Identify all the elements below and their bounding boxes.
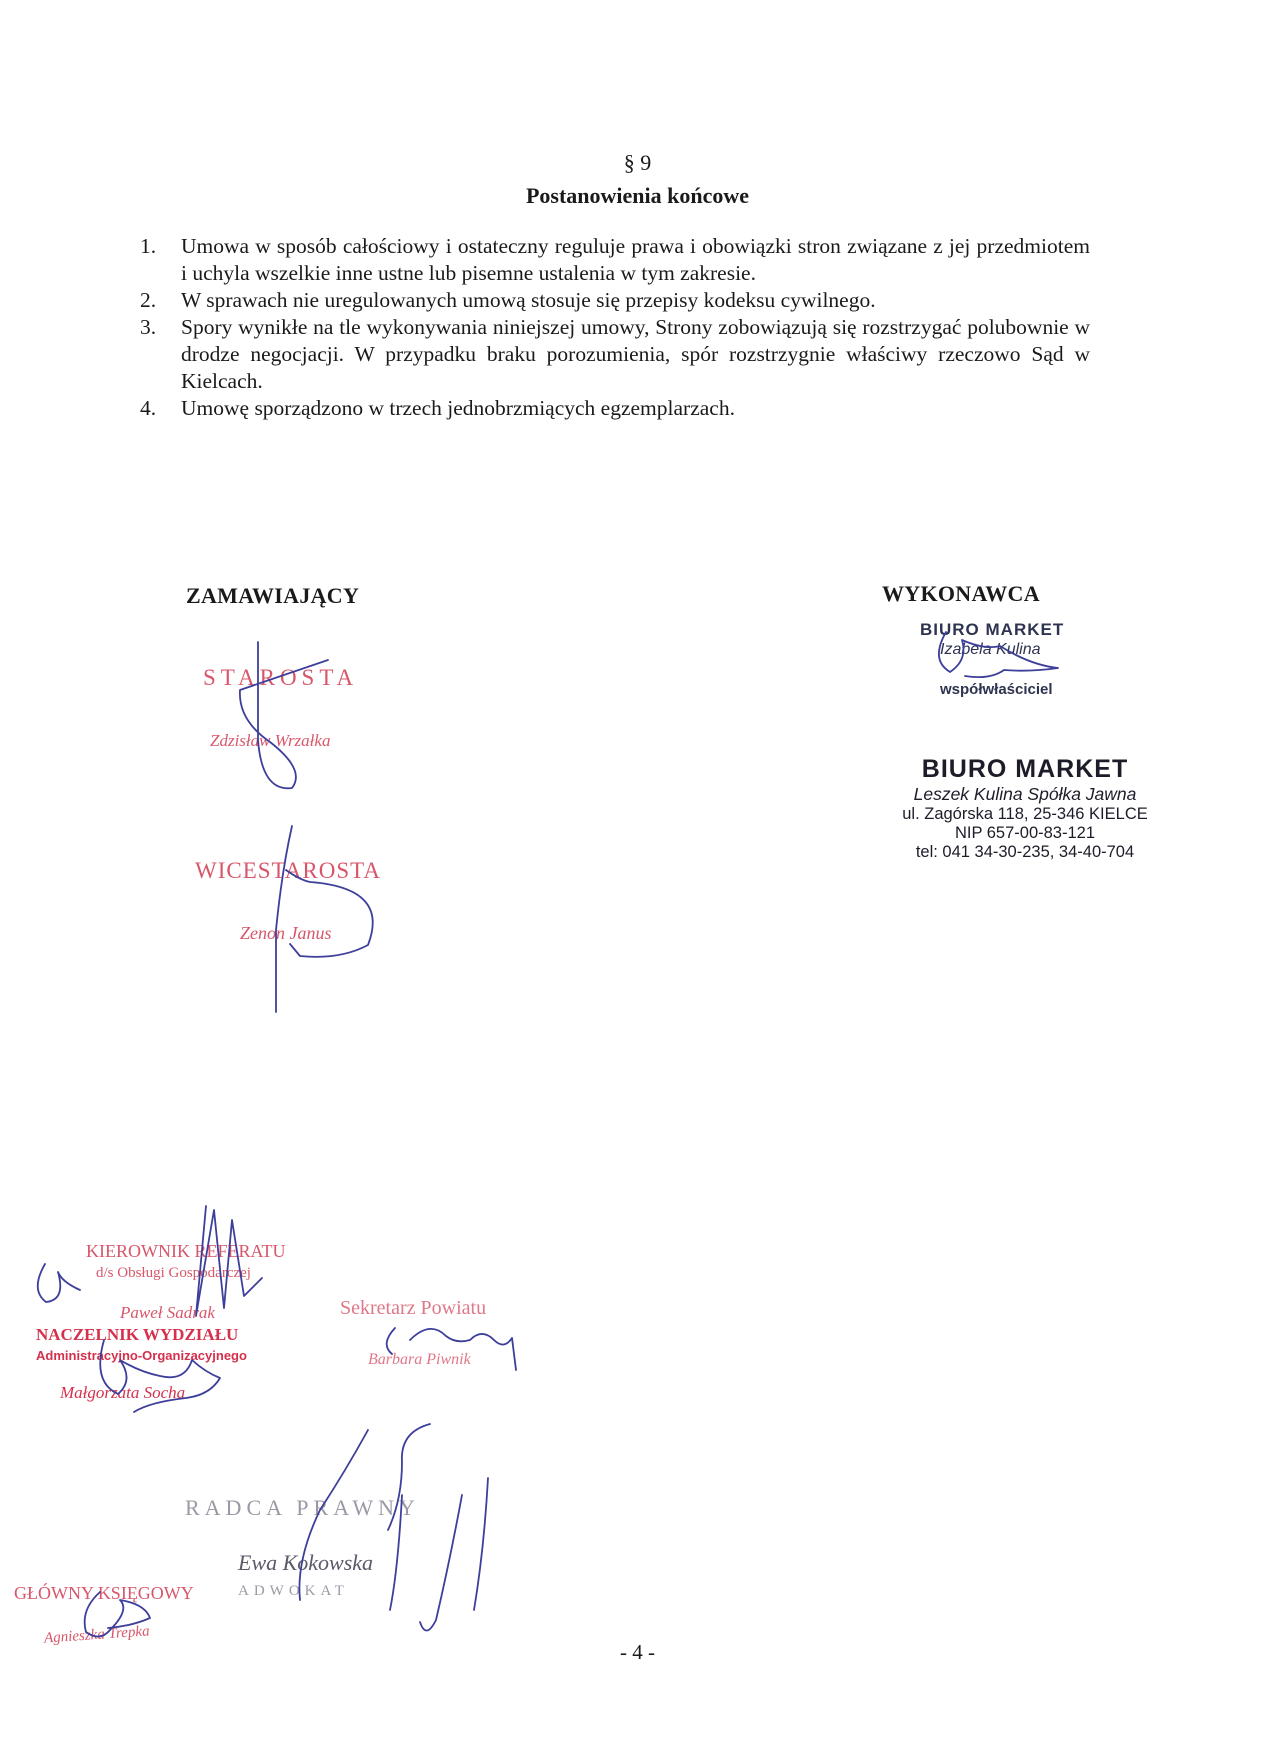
stamp-radca-title: RADCA PRAWNY bbox=[185, 1495, 420, 1520]
stamp-contractor-company: BIURO MARKET bbox=[920, 620, 1065, 639]
stamp-starosta-name: Zdzisław Wrzałka bbox=[210, 731, 331, 750]
stamp-contractor-person: Izabela Kulina bbox=[940, 641, 1041, 658]
clause-item bbox=[140, 395, 1090, 422]
clause-item bbox=[140, 314, 1090, 395]
clause-number: 1. bbox=[140, 234, 157, 258]
stamp-naczelnik-name: Małgorzata Socha bbox=[60, 1383, 186, 1402]
company-legal-form: Leszek Kulina Spółka Jawna bbox=[913, 784, 1137, 804]
stamp-kierownik-title: KIEROWNIK REFERATU bbox=[86, 1241, 286, 1261]
stamp-naczelnik-subtitle: Administracyjno-Organizacyjnego bbox=[36, 1348, 247, 1363]
company-nip: NIP 657-00-83-121 bbox=[954, 824, 1096, 842]
clauses-list bbox=[140, 233, 1090, 422]
clause-text: Umowa w sposób całościowy i ostateczny reguluje prawa i obowiązki stron związane z jej przedmiotem i uchyla wszelkie inne ustne lub pisemne ustalenia w tym zakresie. bbox=[181, 234, 1090, 285]
wicestarosta-signature bbox=[276, 826, 373, 1012]
company-address: ul. Zagórska 118, 25-346 KIELCE bbox=[902, 805, 1148, 823]
stamp-wicestarosta-name: Zenon Janus bbox=[240, 923, 332, 943]
clause-number: 4. bbox=[140, 396, 157, 420]
section-number: § 9 bbox=[623, 150, 652, 175]
stamp-starosta-title: STAROSTA bbox=[203, 665, 359, 690]
clause-text: Umowę sporządzono w trzech jednobrzmiących egzemplarzach. bbox=[181, 396, 735, 420]
stamp-contractor-role: współwłaściciel bbox=[940, 681, 1053, 698]
stamp-wicestarosta-title: WICESTAROSTA bbox=[195, 858, 381, 883]
clause-item bbox=[140, 287, 1090, 314]
company-name: BIURO MARKET bbox=[921, 755, 1129, 783]
starosta-signature bbox=[240, 642, 328, 788]
stamp-radca-role: ADWOKAT bbox=[238, 1583, 349, 1599]
company-phone: tel: 041 34-30-235, 34-40-704 bbox=[915, 843, 1135, 861]
stamp-ksiegowy-title: GŁÓWNY KSIĘGOWY bbox=[14, 1583, 194, 1603]
stamp-kierownik-name: Paweł Sadrak bbox=[120, 1303, 215, 1322]
clause-number: 2. bbox=[140, 288, 157, 312]
stamp-sekretarz-name: Barbara Piwnik bbox=[368, 1351, 471, 1368]
stamp-radca-name: Ewa Kokowska bbox=[238, 1550, 374, 1575]
party-orderer-heading: ZAMAWIAJĄCY bbox=[186, 583, 360, 608]
clause-item bbox=[140, 233, 1090, 287]
stamp-sekretarz-title: Sekretarz Powiatu bbox=[340, 1297, 487, 1319]
page-number: - 4 - bbox=[620, 1640, 655, 1664]
clause-text: Spory wynikłe na tle wykonywania niniejszej umowy, Strony zobowiązują się rozstrzygać polubownie w drodze negocjacji. W przypadku braku porozumienia, spór rozstrzygnie właściwy rzeczowo Sąd w Kielcach. bbox=[181, 315, 1090, 393]
stamp-ksiegowy-name: Agnieszka Trepka bbox=[43, 1623, 151, 1647]
stamp-kierownik-subtitle: d/s Obsługi Gospodarczej bbox=[96, 1265, 251, 1281]
stamp-naczelnik-title: NACZELNIK WYDZIAŁU bbox=[36, 1325, 239, 1344]
clause-number: 3. bbox=[140, 315, 157, 339]
party-contractor-heading: WYKONAWCA bbox=[882, 581, 1040, 606]
section-title: Postanowienia końcowe bbox=[525, 183, 750, 208]
contractor-company-stamp bbox=[860, 755, 1190, 862]
clause-text: W sprawach nie uregulowanych umową stosuje się przepisy kodeksu cywilnego. bbox=[181, 288, 876, 312]
